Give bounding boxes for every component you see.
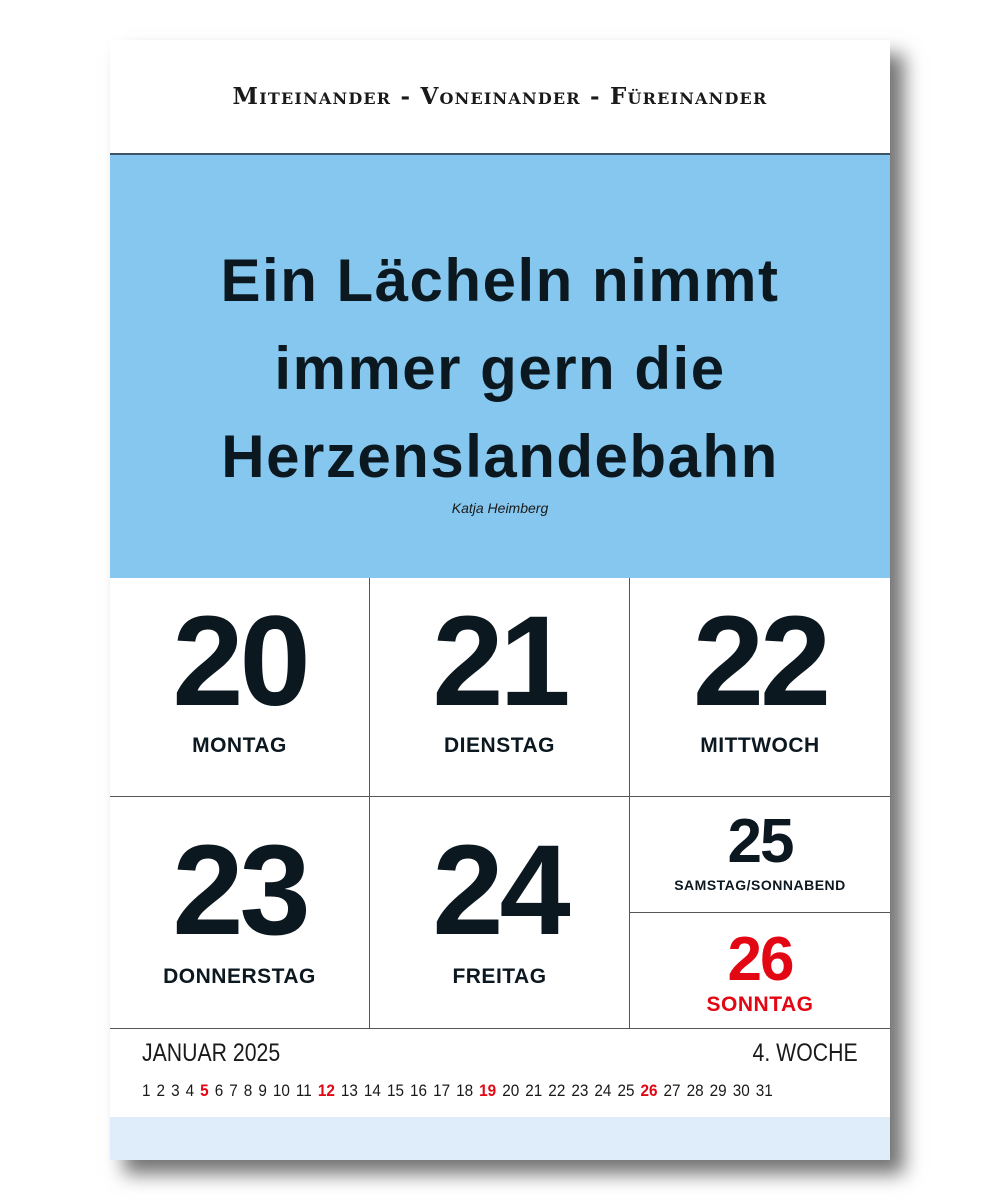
day-name: MONTAG <box>192 734 287 757</box>
month-day: 27 <box>663 1081 681 1100</box>
day-number: 24 <box>432 819 567 962</box>
day-name: FREITAG <box>452 965 547 988</box>
calendar-page <box>110 40 890 1160</box>
month-day: 30 <box>732 1081 750 1100</box>
quote-text <box>110 237 890 501</box>
month-day: 7 <box>229 1081 238 1100</box>
month-day: 6 <box>214 1081 224 1100</box>
month-day: 14 <box>363 1081 381 1100</box>
month-day: 9 <box>258 1081 267 1100</box>
month-label: JANUAR 2025 <box>142 1039 281 1067</box>
day-cell-wednesday <box>630 578 890 797</box>
month-day: 12 <box>317 1081 335 1100</box>
month-day: 26 <box>640 1081 658 1100</box>
month-day: 18 <box>456 1081 474 1100</box>
day-number: 26 <box>727 925 793 994</box>
day-cell-thursday <box>110 797 370 1029</box>
quote-panel <box>110 153 890 578</box>
day-number: 22 <box>692 590 828 733</box>
month-day: 25 <box>617 1081 635 1100</box>
month-day: 21 <box>525 1081 543 1100</box>
motto-header: Miteinander - Voneinander - Füreinander <box>232 83 768 110</box>
month-day: 4 <box>185 1081 195 1100</box>
month-day: 5 <box>200 1081 209 1100</box>
month-day: 17 <box>433 1081 451 1100</box>
quote-line: immer gern die <box>274 335 726 402</box>
day-name: SONNTAG <box>706 993 814 1016</box>
month-day: 1 <box>142 1081 151 1100</box>
month-day: 24 <box>594 1081 612 1100</box>
quote-line: Herzenslandebahn <box>221 423 779 490</box>
month-day: 15 <box>386 1081 404 1100</box>
month-day: 31 <box>755 1081 773 1100</box>
week-label: 4. WOCHE <box>752 1039 858 1067</box>
month-day: 2 <box>156 1081 166 1100</box>
month-day: 8 <box>243 1081 253 1100</box>
day-name: DIENSTAG <box>444 734 555 757</box>
month-footer <box>110 1029 890 1118</box>
month-day: 29 <box>709 1081 727 1100</box>
day-number: 21 <box>432 590 567 733</box>
day-cell-saturday <box>630 797 890 913</box>
month-day: 19 <box>479 1081 497 1100</box>
month-day: 11 <box>295 1081 312 1100</box>
bottom-strip <box>110 1117 890 1160</box>
month-day: 3 <box>171 1081 180 1100</box>
quote-author: Katja Heimberg <box>451 500 549 516</box>
month-day: 20 <box>502 1081 520 1100</box>
day-name: DONNERSTAG <box>163 965 316 988</box>
day-cell-sunday <box>630 913 890 1029</box>
month-day: 16 <box>410 1081 428 1100</box>
month-day: 28 <box>686 1081 704 1100</box>
month-day-list <box>142 1081 779 1101</box>
quote-line: Ein Lächeln nimmt <box>220 247 780 314</box>
day-number: 23 <box>172 819 307 962</box>
day-number: 20 <box>172 590 307 733</box>
day-name: MITTWOCH <box>700 734 820 757</box>
month-day: 13 <box>340 1081 358 1100</box>
day-number: 25 <box>727 807 793 876</box>
day-cell-friday <box>370 797 630 1029</box>
day-cell-monday <box>110 578 370 797</box>
month-day: 10 <box>272 1081 290 1100</box>
month-day: 23 <box>571 1081 589 1100</box>
day-cell-tuesday <box>370 578 630 797</box>
day-name: SAMSTAG/SONNABEND <box>674 877 846 893</box>
month-day: 22 <box>548 1081 566 1100</box>
